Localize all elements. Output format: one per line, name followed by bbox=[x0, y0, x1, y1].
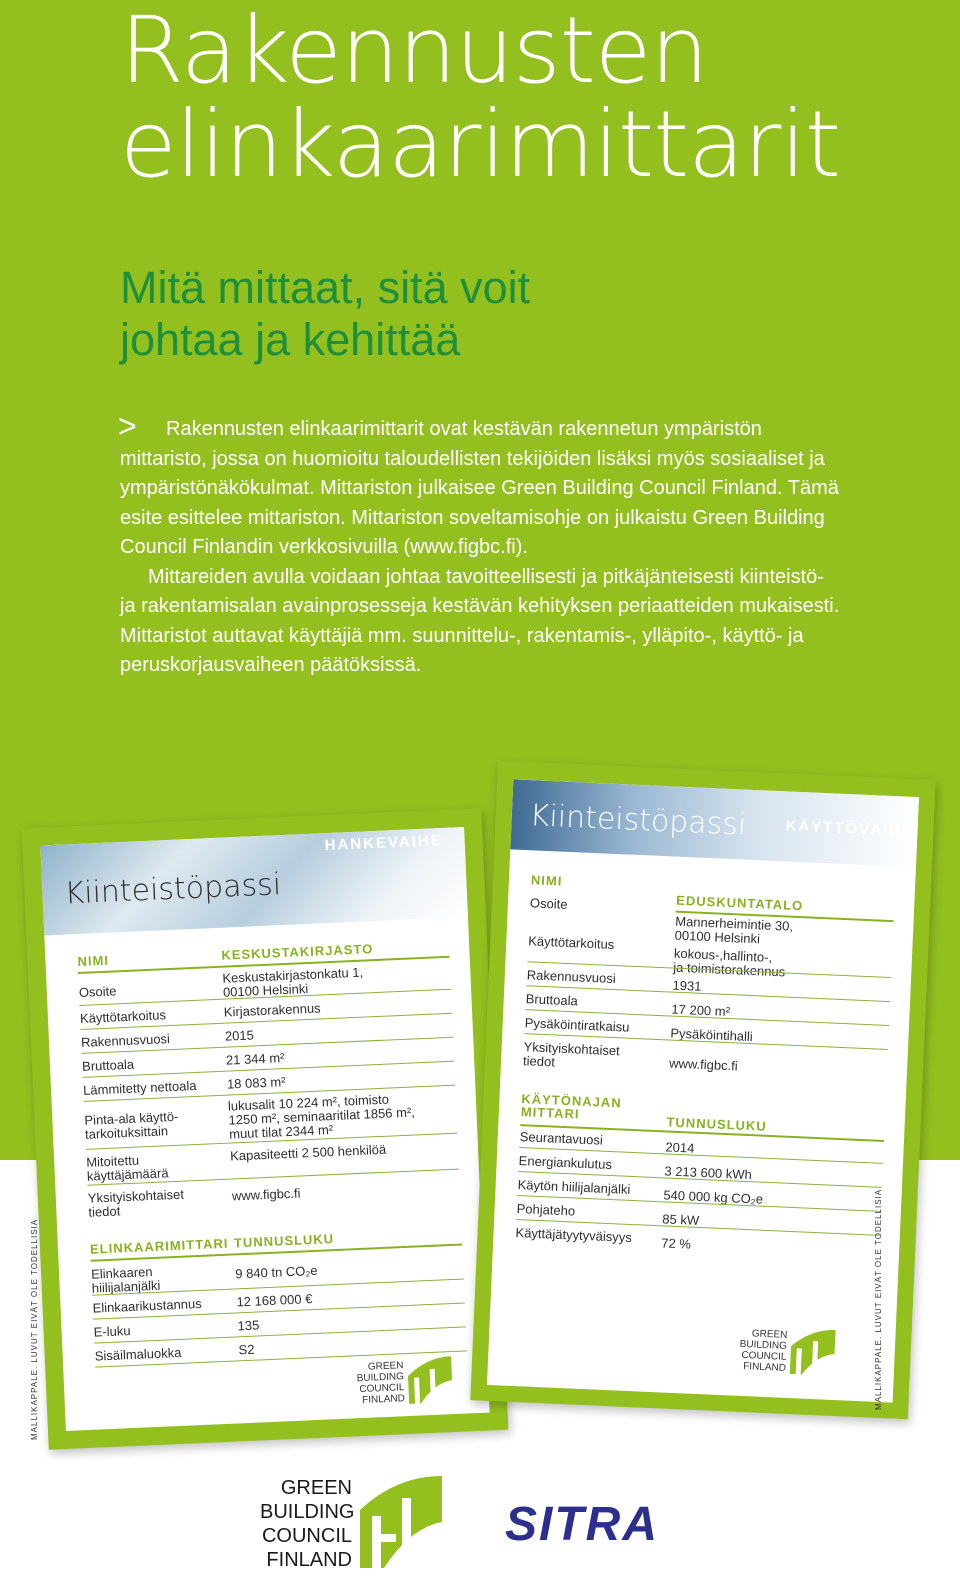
row-label: Yksityiskohtaiset tiedot bbox=[87, 1186, 185, 1220]
gbc-logo-small-text: GREEN BUILDING COUNCIL FINLAND bbox=[739, 1328, 788, 1374]
row-label: Bruttoala bbox=[525, 991, 579, 1009]
row-value: 3 213 600 kWh bbox=[664, 1163, 753, 1183]
row-value: 85 kW bbox=[662, 1211, 700, 1228]
page-title bbox=[120, 0, 840, 198]
gbc-leaf-icon bbox=[407, 1356, 453, 1404]
row-value: 18 083 m² bbox=[226, 1074, 286, 1092]
row-label: Käyttäjätyytyväisyys bbox=[515, 1224, 633, 1246]
row-value: 17 200 m² bbox=[671, 1001, 731, 1020]
name-label: NIMI bbox=[77, 952, 110, 970]
subtitle bbox=[120, 262, 530, 366]
row-label: Elinkaaren hiilijalanjälki bbox=[90, 1264, 161, 1296]
side-note-left: MALLIKAPPALE. LUVUT EIVÄT OLE TODELLISIA bbox=[30, 1218, 39, 1440]
meter-value-label: TUNNUSLUKU bbox=[233, 1231, 335, 1251]
card-hankevaihe-inner bbox=[40, 827, 489, 1431]
row-value: lukusalit 10 224 m², toimisto 1250 m², seminaaritilat 1856 m², muut tilat 2344 m² bbox=[227, 1091, 416, 1142]
name-label: NIMI bbox=[530, 872, 563, 889]
card-kayttovaihe bbox=[470, 761, 935, 1419]
meter-label: KÄYTÖNAJAN MITTARI bbox=[520, 1091, 622, 1122]
meter-label: ELINKAARIMITTARI bbox=[89, 1235, 229, 1257]
gbc-leaf-icon bbox=[360, 1476, 442, 1568]
gbc-leaf-icon bbox=[790, 1328, 836, 1376]
gbc-logo-text: GREEN BUILDING COUNCIL FINLAND bbox=[260, 1477, 355, 1571]
name-value: KESKUSTAKIRJASTO bbox=[221, 941, 374, 963]
row-label: Rakennusvuosi bbox=[80, 1031, 171, 1050]
sitra-logo bbox=[505, 1498, 705, 1552]
card-title: Kiinteistöpassi bbox=[529, 798, 748, 843]
row-value: www.figbc.fi bbox=[668, 1055, 739, 1074]
row-value: Keskustakirjastonkatu 1, 00100 Helsinki bbox=[222, 964, 364, 1000]
row-label: Bruttoala bbox=[81, 1056, 135, 1074]
row-label: Pysäköintiratkaisu bbox=[524, 1015, 630, 1035]
row-label: Pinta-ala käyttö- tarkoituksittain bbox=[84, 1108, 179, 1142]
chevron-right-icon: > bbox=[118, 408, 137, 444]
intro-text bbox=[118, 408, 840, 681]
meter-value-label: TUNNUSLUKU bbox=[666, 1114, 768, 1134]
sitra-logo-graphic bbox=[505, 1498, 705, 1548]
svg-text:SITRA: SITRA bbox=[505, 1498, 659, 1548]
row-value: 72 % bbox=[660, 1235, 692, 1252]
row-value: kokous-,hallinto-, ja toimistorakennus bbox=[673, 945, 786, 980]
card-kayttovaihe-inner bbox=[487, 779, 919, 1402]
row-value: 135 bbox=[237, 1317, 260, 1334]
row-value: 540 000 kg CO₂e bbox=[663, 1187, 764, 1207]
row-label: Yksityiskohtaiset tiedot bbox=[522, 1039, 621, 1070]
row-label: Elinkaarikustannus bbox=[92, 1295, 203, 1316]
row-value: Mannerheimintie 30, 00100 Helsinki bbox=[674, 913, 794, 947]
row-value: 12 168 000 € bbox=[236, 1291, 313, 1310]
intro-paragraph-2: Mittareiden avulla voidaan johtaa tavoitteellisesti ja pitkäjänteisesti kiinteistö- ja rakentamisalan avainprosesseja kestävän kehityksen periaatteiden mukaisesti. Mittaristot auttavat käyttäjiä mm. suunnittelu-, rakentamis-, ylläpito-, käyttö- ja peruskorjausvaiheen päätöksissä. bbox=[120, 565, 840, 676]
row-value: S2 bbox=[238, 1341, 255, 1358]
row-label: Käyttötarkoitus bbox=[79, 1007, 167, 1026]
title-line-2: elinkaarimittarit bbox=[120, 91, 840, 198]
row-label: Käytön hiilijalanjälki bbox=[517, 1177, 631, 1197]
gbc-logo-small-text: GREEN BUILDING COUNCIL FINLAND bbox=[356, 1360, 406, 1407]
row-label: Pohjateho bbox=[516, 1200, 576, 1219]
row-value: www.figbc.fi bbox=[231, 1185, 301, 1204]
row-value: 2014 bbox=[665, 1139, 695, 1156]
row-label: Seurantavuosi bbox=[519, 1129, 604, 1148]
card-title: Kiinteistöpassi bbox=[63, 867, 282, 912]
subtitle-line-1: Mitä mittaat, sitä voit bbox=[120, 262, 531, 313]
row-label: Osoite bbox=[78, 983, 117, 1000]
row-label: Sisäilmaluokka bbox=[94, 1344, 182, 1364]
gbc-logo bbox=[260, 1476, 450, 1584]
row-label: E-luku bbox=[93, 1323, 131, 1340]
row-value: 2015 bbox=[224, 1027, 255, 1044]
phase-label: HANKEVAIHE bbox=[324, 831, 444, 855]
row-value: 9 840 tn CO₂e bbox=[234, 1262, 318, 1282]
row-label: Käyttötarkoitus bbox=[528, 933, 615, 952]
card-hankevaihe bbox=[22, 808, 509, 1449]
row-value: 21 344 m² bbox=[225, 1050, 285, 1068]
row-value: Kapasiteetti 2 500 henkilöä bbox=[229, 1141, 387, 1164]
row-label: Lämmitetty nettoala bbox=[82, 1077, 197, 1098]
phase-label: KÄYTTÖVAIHE bbox=[785, 817, 915, 840]
row-label: Rakennusvuosi bbox=[526, 967, 616, 987]
subtitle-line-2: johtaa ja kehittää bbox=[120, 314, 461, 365]
title-line-1: Rakennusten bbox=[120, 0, 708, 104]
row-label: Mitoitettu käyttäjämäärä bbox=[85, 1152, 169, 1184]
intro-paragraph-1: Rakennusten elinkaarimittarit ovat kestävän rakennetun ympäristön mittaristo, jossa on huomioitu taloudellisten tekijöiden lisäksi myös sosiaaliset ja ympäristönäkökulmat. Mittariston julkaisee Green Building Council Finland. Tämä esite esittelee mittariston. Mittariston soveltamisohje on julkaistu Green Building Council Finlandin verkkosivuilla (www.figbc.fi). bbox=[120, 418, 839, 558]
row-label: Osoite bbox=[529, 895, 568, 912]
row-value: Pysäköintihalli bbox=[670, 1025, 754, 1045]
row-value: 1931 bbox=[672, 977, 702, 994]
side-note-right: MALLIKAPPALE. LUVUT EIVÄT OLE TODELLISIA bbox=[874, 1188, 883, 1410]
row-label: Energiankulutus bbox=[518, 1153, 613, 1173]
row-value: Kirjastorakennus bbox=[223, 1000, 321, 1020]
name-value: EDUSKUNTATALO bbox=[675, 892, 804, 914]
